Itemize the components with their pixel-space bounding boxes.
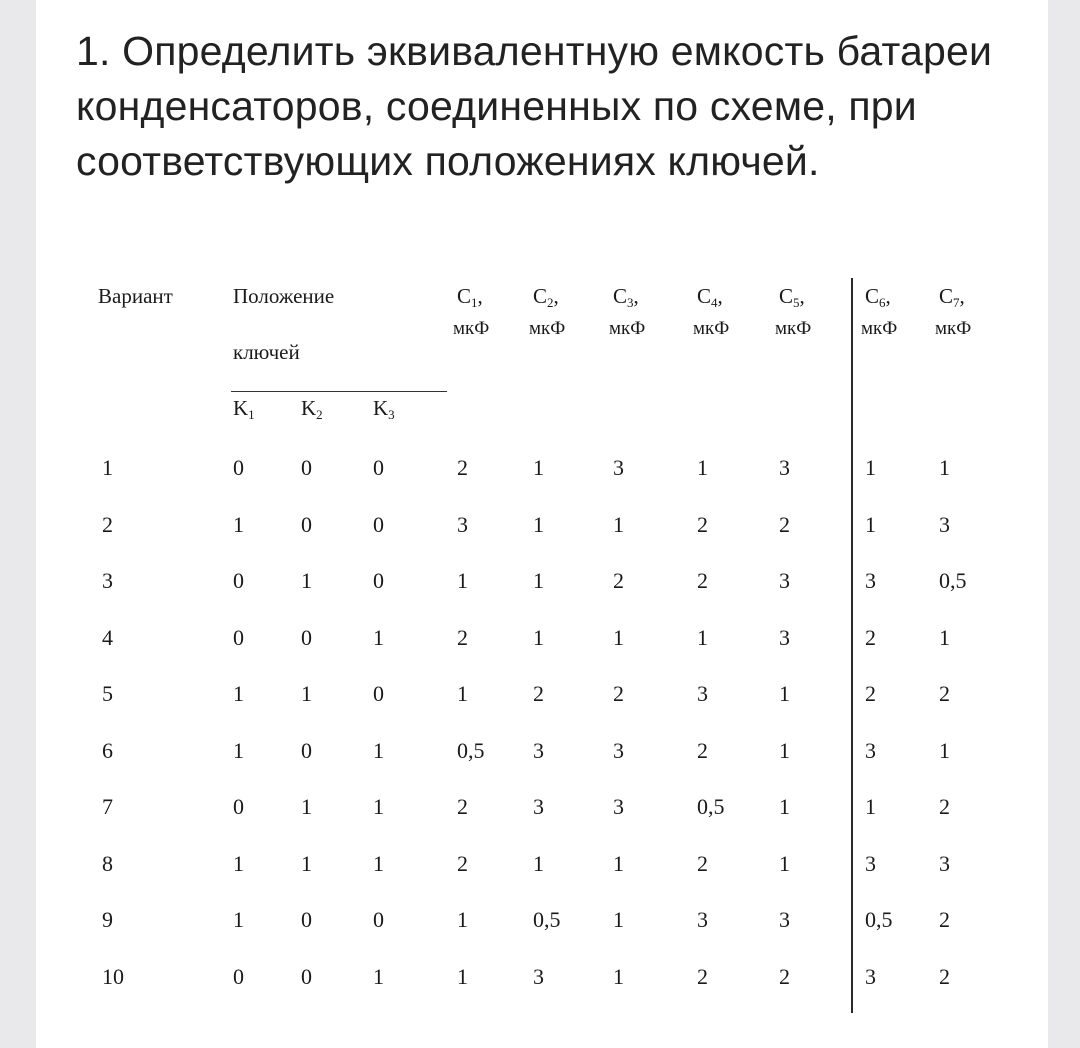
row-5-cell-10: 2 (939, 681, 950, 706)
row-2-cell-9: 1 (865, 511, 876, 537)
header-variant: Вариант (98, 284, 173, 308)
row-1-cell-8: 3 (779, 455, 790, 480)
row-5-cell-8: 1 (779, 681, 790, 706)
header-capacitor-3-unit: мкФ (609, 318, 646, 339)
row-6-cell-5: 3 (533, 737, 544, 763)
row-8-cell-9: 3 (865, 850, 876, 876)
row-6-cell-8: 1 (779, 737, 790, 763)
row-4-variant: 4 (102, 624, 113, 650)
row-2-variant: 2 (102, 511, 113, 537)
row-7-cell-7: 0,5 (697, 794, 725, 819)
row-7-cell-9: 1 (865, 794, 876, 819)
row-3-cell-9: 3 (865, 568, 876, 593)
row-8-cell-5: 1 (533, 850, 544, 876)
row-9-cell-4: 1 (457, 907, 468, 932)
header-capacitor-7-unit: мкФ (935, 318, 972, 339)
header-capacitor-1: C1, (457, 284, 483, 310)
row-2-cell-4: 3 (457, 511, 468, 537)
row-8-cell-2: 1 (301, 850, 312, 876)
row-4-cell-7: 1 (697, 624, 708, 650)
row-10-cell-1: 0 (233, 963, 244, 989)
row-1-cell-6: 3 (613, 455, 624, 480)
row-5-cell-9: 2 (865, 681, 876, 706)
row-5-cell-6: 2 (613, 681, 624, 706)
row-9-cell-7: 3 (697, 907, 708, 932)
row-1-variant: 1 (102, 455, 113, 480)
header-key-position: Положение (233, 284, 335, 308)
row-2-cell-10: 3 (939, 511, 950, 537)
row-6-cell-3: 1 (373, 737, 384, 763)
row-9-cell-3: 0 (373, 907, 384, 932)
header-key-3: K3 (373, 396, 395, 422)
row-8-cell-10: 3 (939, 850, 950, 876)
row-9-cell-8: 3 (779, 907, 790, 932)
row-4-cell-4: 2 (457, 624, 468, 650)
row-10-cell-2: 0 (301, 963, 312, 989)
row-6-variant: 6 (102, 737, 113, 763)
header-capacitor-2-unit: мкФ (529, 318, 566, 339)
row-8-cell-7: 2 (697, 850, 708, 876)
row-9-cell-9: 0,5 (865, 907, 893, 932)
row-7-cell-5: 3 (533, 794, 544, 819)
row-9-cell-5: 0,5 (533, 907, 561, 932)
column-divider-line (851, 278, 853, 1013)
row-2-cell-3: 0 (373, 511, 384, 537)
row-3-cell-7: 2 (697, 568, 708, 593)
row-2-cell-7: 2 (697, 511, 708, 537)
row-4-cell-8: 3 (779, 624, 790, 650)
row-2-cell-8: 2 (779, 511, 790, 537)
row-2-cell-6: 1 (613, 511, 624, 537)
row-8-cell-6: 1 (613, 850, 624, 876)
row-1-cell-7: 1 (697, 455, 708, 480)
row-3-cell-5: 1 (533, 568, 544, 593)
row-9-variant: 9 (102, 907, 113, 932)
row-1-cell-3: 0 (373, 455, 384, 480)
row-8-cell-3: 1 (373, 850, 384, 876)
row-4-cell-10: 1 (939, 624, 950, 650)
row-6-cell-6: 3 (613, 737, 624, 763)
header-capacitor-5-unit: мкФ (775, 318, 812, 339)
header-key-2: K2 (301, 396, 323, 422)
header-capacitor-1-unit: мкФ (453, 318, 490, 339)
row-5-cell-1: 1 (233, 681, 244, 706)
header-capacitor-2: C2, (533, 284, 559, 310)
row-3-cell-10: 0,5 (939, 568, 967, 593)
row-9-cell-10: 2 (939, 907, 950, 932)
row-5-cell-3: 0 (373, 681, 384, 706)
row-5-cell-5: 2 (533, 681, 544, 706)
row-3-cell-6: 2 (613, 568, 624, 593)
header-capacitor-5: C5, (779, 284, 805, 310)
row-5-variant: 5 (102, 681, 113, 706)
row-3-cell-1: 0 (233, 568, 244, 593)
row-1-cell-5: 1 (533, 455, 544, 480)
header-capacitor-6: C6, (865, 284, 891, 310)
row-6-cell-2: 0 (301, 737, 312, 763)
row-7-cell-3: 1 (373, 794, 384, 819)
row-4-cell-6: 1 (613, 624, 624, 650)
header-key-1: K1 (233, 396, 255, 422)
row-7-cell-1: 0 (233, 794, 244, 819)
row-10-variant: 10 (102, 963, 124, 989)
header-capacitor-7: C7, (939, 284, 965, 310)
row-4-cell-2: 0 (301, 624, 312, 650)
header-capacitor-4: C4, (697, 284, 723, 310)
row-2-cell-1: 1 (233, 511, 244, 537)
row-3-cell-2: 1 (301, 568, 312, 593)
row-1-cell-4: 2 (457, 455, 468, 480)
row-4-cell-3: 1 (373, 624, 384, 650)
row-1-cell-9: 1 (865, 455, 876, 480)
row-2-cell-5: 1 (533, 511, 544, 537)
row-1-cell-10: 1 (939, 455, 950, 480)
row-8-cell-4: 2 (457, 850, 468, 876)
row-4-cell-5: 1 (533, 624, 544, 650)
row-7-variant: 7 (102, 794, 113, 819)
row-1-cell-1: 0 (233, 455, 244, 480)
document-page (36, 0, 1048, 1048)
row-10-cell-9: 3 (865, 963, 876, 989)
row-7-cell-8: 1 (779, 794, 790, 819)
row-10-cell-10: 2 (939, 963, 950, 989)
row-4-cell-1: 0 (233, 624, 244, 650)
capacitor-variants-table (36, 0, 1048, 1048)
row-8-cell-8: 1 (779, 850, 790, 876)
row-1-cell-2: 0 (301, 455, 312, 480)
row-6-cell-1: 1 (233, 737, 244, 763)
row-6-cell-4: 0,5 (457, 737, 485, 763)
row-10-cell-5: 3 (533, 963, 544, 989)
header-divider-line (231, 391, 447, 392)
row-7-cell-4: 2 (457, 794, 468, 819)
row-5-cell-7: 3 (697, 681, 708, 706)
header-key-position-keys: ключей (233, 340, 300, 364)
row-9-cell-6: 1 (613, 907, 624, 932)
header-capacitor-4-unit: мкФ (693, 318, 730, 339)
task-title: 1. Определить эквивалентную емкость батареи конденсаторов, соединенных по схеме, при соответствующих положениях ключей. (76, 28, 993, 184)
row-9-cell-2: 0 (301, 907, 312, 932)
row-5-cell-2: 1 (301, 681, 312, 706)
row-7-cell-2: 1 (301, 794, 312, 819)
row-3-cell-8: 3 (779, 568, 790, 593)
row-2-cell-2: 0 (301, 511, 312, 537)
row-10-cell-6: 1 (613, 963, 624, 989)
row-3-variant: 3 (102, 568, 113, 593)
header-capacitor-6-unit: мкФ (861, 318, 898, 339)
row-6-cell-9: 3 (865, 737, 876, 763)
row-10-cell-8: 2 (779, 963, 790, 989)
row-6-cell-10: 1 (939, 737, 950, 763)
row-10-cell-7: 2 (697, 963, 708, 989)
header-capacitor-3: C3, (613, 284, 639, 310)
row-9-cell-1: 1 (233, 907, 244, 932)
row-6-cell-7: 2 (697, 737, 708, 763)
row-7-cell-10: 2 (939, 794, 950, 819)
row-8-cell-1: 1 (233, 850, 244, 876)
row-8-variant: 8 (102, 850, 113, 876)
row-10-cell-4: 1 (457, 963, 468, 989)
row-3-cell-4: 1 (457, 568, 468, 593)
row-3-cell-3: 0 (373, 568, 384, 593)
row-7-cell-6: 3 (613, 794, 624, 819)
row-10-cell-3: 1 (373, 963, 384, 989)
row-4-cell-9: 2 (865, 624, 876, 650)
row-5-cell-4: 1 (457, 681, 468, 706)
